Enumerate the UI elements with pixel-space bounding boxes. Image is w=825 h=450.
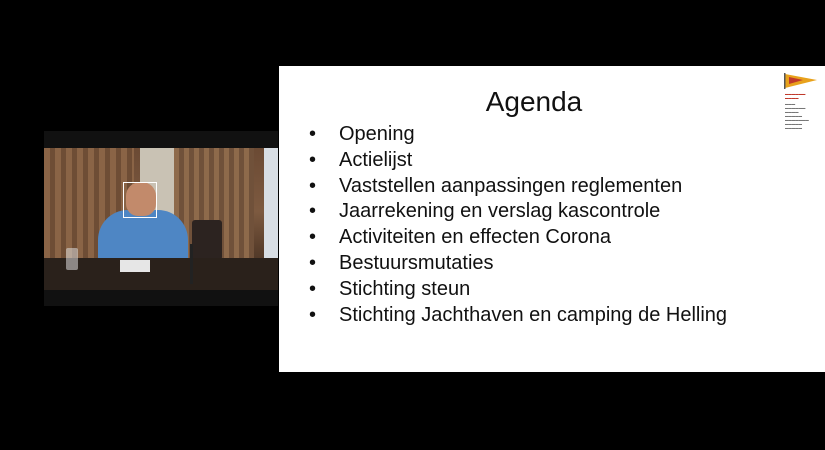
bullet-icon: • <box>309 303 317 326</box>
agenda-item <box>309 174 727 200</box>
logo-text-line: ▬▬▬▬ <box>785 96 799 100</box>
bullet-icon: • <box>309 200 317 223</box>
bullet-icon: • <box>309 148 317 171</box>
agenda-item <box>309 251 727 277</box>
agenda-item-label: Bestuursmutaties <box>339 251 494 274</box>
agenda-item-label: Jaarrekening en verslag kascontrole <box>339 200 661 223</box>
bullet-icon: • <box>309 277 317 300</box>
logo-text-line: ▬▬▬▬▬▬ <box>785 92 806 96</box>
agenda-item-label: Activiteiten en effecten Corona <box>339 226 612 249</box>
logo-text-line: ▬▬▬ <box>785 102 796 106</box>
bullet-icon: • <box>309 251 317 274</box>
table <box>44 258 278 290</box>
agenda-item-label: Vaststellen aanpassingen reglementen <box>339 174 683 197</box>
agenda-item <box>309 277 727 303</box>
camera-feed-panel <box>44 131 278 306</box>
agenda-item-label: Stichting steun <box>339 277 471 300</box>
agenda-list <box>309 122 727 328</box>
club-logo <box>783 72 821 142</box>
water-glass <box>66 248 78 270</box>
chair <box>192 220 222 260</box>
logo-text-line: ▬▬▬▬▬▬▬ <box>785 118 809 122</box>
logo-text-line: ▬▬▬▬▬ <box>785 122 802 126</box>
bullet-icon: • <box>309 226 317 249</box>
logo-text-line: ▬▬▬▬▬ <box>785 126 802 130</box>
face-box-icon <box>123 182 157 218</box>
agenda-item-label: Actielijst <box>339 148 413 171</box>
microphone-stand <box>190 244 193 284</box>
agenda-item-label: Stichting Jachthaven en camping de Helling <box>339 303 728 326</box>
agenda-item <box>309 199 727 225</box>
bullet-icon: • <box>309 123 317 145</box>
camera-video <box>44 148 278 290</box>
bullet-icon: • <box>309 174 317 197</box>
agenda-item <box>309 148 727 174</box>
slide-title: Agenda <box>485 86 583 117</box>
agenda-item-label: Opening <box>339 123 415 145</box>
agenda-item <box>309 122 727 148</box>
logo-text-line: ▬▬▬▬▬▬ <box>785 106 806 110</box>
flag-icon <box>783 72 821 90</box>
window-edge <box>264 148 278 268</box>
presentation-slide <box>279 66 825 372</box>
agenda-item <box>309 303 727 329</box>
agenda-item <box>309 225 727 251</box>
logo-text-line: ▬▬▬▬ <box>785 110 799 114</box>
logo-text-line: ▬▬▬▬▬ <box>785 114 802 118</box>
papers <box>120 260 150 272</box>
